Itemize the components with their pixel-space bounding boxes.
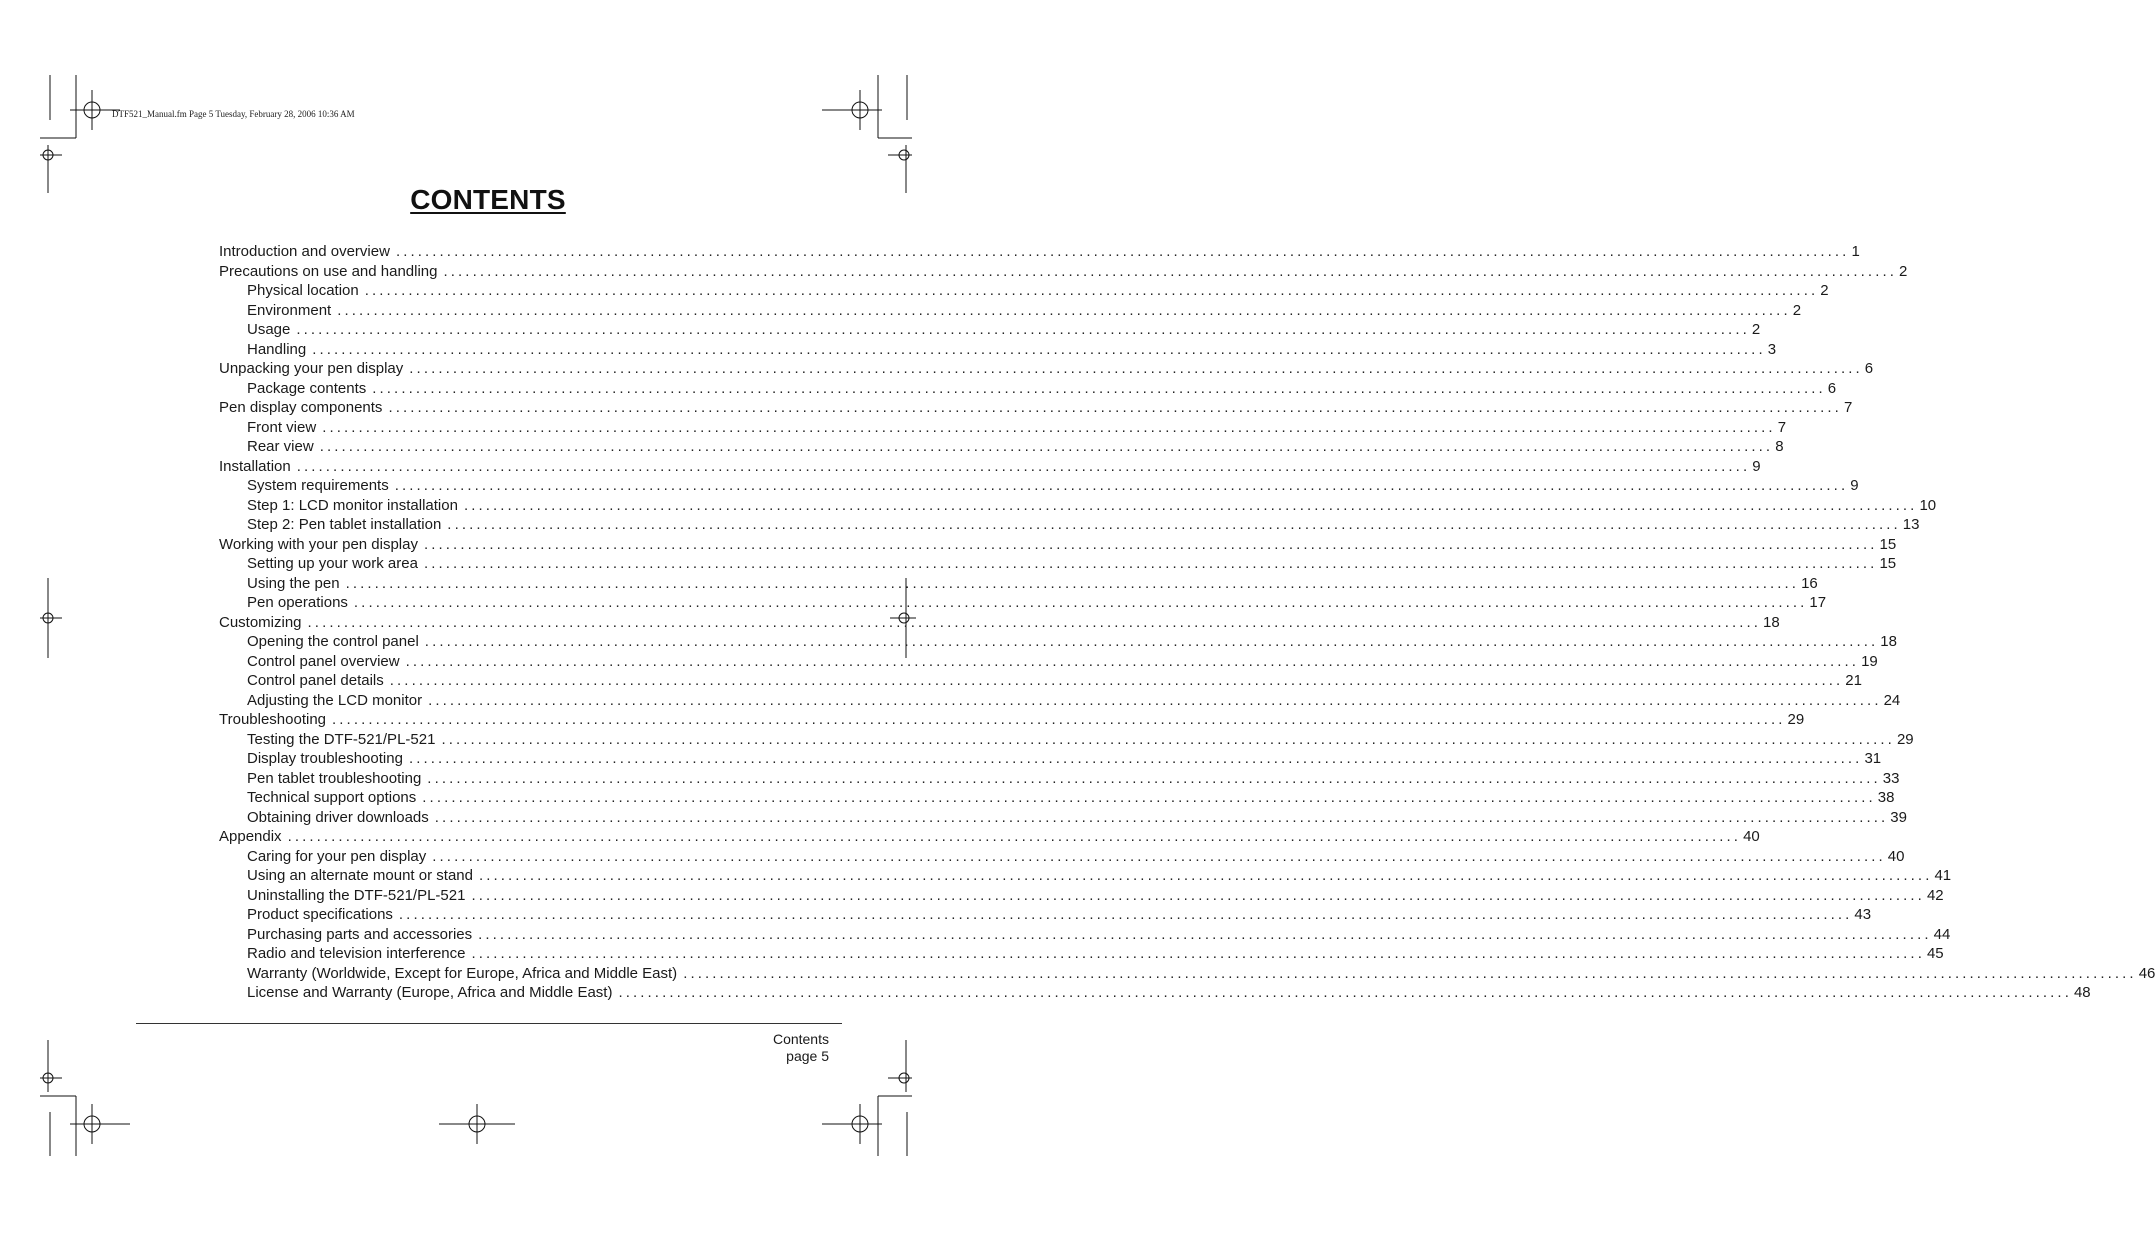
registration-mark-left-mid	[40, 578, 70, 658]
toc-entry-page: 40	[1887, 847, 1905, 865]
toc-dot-leader: ........................................................................................................................................................................................................	[312, 340, 1766, 358]
toc-entry[interactable]	[219, 438, 1784, 458]
toc-dot-leader: ........................................................................................................................................................................................................	[345, 574, 1800, 592]
toc-entry[interactable]	[219, 301, 1802, 322]
toc-entry-page: 17	[1809, 594, 1827, 611]
toc-dot-leader: ........................................................................................................................................................................................................	[296, 457, 1751, 475]
toc-entry-page: 38	[1877, 789, 1895, 806]
footer-section: Contents	[772, 1031, 829, 1047]
toc-entry[interactable]	[219, 360, 1874, 380]
toc-dot-leader: ........................................................................................................................................................................................................	[287, 828, 1742, 845]
crop-mark-top-left	[40, 75, 130, 195]
toc-entry[interactable]	[219, 867, 1952, 887]
toc-entry-title: Environment	[247, 301, 332, 319]
file-info-header: DTF521_Manual.fm Page 5 Tuesday, February 28, 2006 10:36 AM	[112, 109, 355, 119]
toc-dot-leader: ........................................................................................................................................................................................................	[364, 282, 1819, 299]
toc-entry[interactable]	[219, 906, 1872, 926]
toc-entry[interactable]	[219, 379, 1837, 400]
toc-entry-title: Precautions on use and handling	[219, 262, 438, 280]
toc-dot-leader: ........................................................................................................................................................................................................	[447, 516, 1901, 533]
toc-entry-page: 2	[1820, 282, 1829, 299]
toc-entry-page: 16	[1801, 574, 1818, 592]
toc-entry[interactable]	[219, 672, 1862, 692]
toc-entry-page: 7	[1843, 399, 1853, 416]
toc-dot-leader: ........................................................................................................................................................................................................	[471, 945, 1925, 962]
toc-entry[interactable]	[219, 886, 1944, 907]
toc-dot-leader: ........................................................................................................................................................................................................	[332, 711, 1786, 728]
toc-dot-leader: ........................................................................................................................................................................................................	[389, 672, 1844, 689]
toc-dot-leader: ........................................................................................................................................................................................................	[427, 769, 1881, 787]
toc-entry-page: 48	[2073, 984, 2091, 1001]
toc-entry-title: Front view	[247, 418, 317, 436]
toc-entry-page: 1	[1851, 243, 1860, 260]
toc-entry[interactable]	[219, 594, 1827, 614]
toc-entry-title: Usage	[247, 321, 291, 338]
toc-dot-leader: ........................................................................................................................................................................................................	[307, 613, 1762, 631]
toc-dot-leader: ........................................................................................................................................................................................................	[394, 477, 1849, 494]
toc-entry[interactable]	[219, 730, 1914, 751]
toc-entry-page: 18	[1880, 633, 1897, 650]
toc-entry-page: 6	[1827, 379, 1837, 397]
toc-entry-page: 33	[1882, 769, 1900, 787]
toc-entry-page: 9	[1752, 457, 1761, 475]
toc-entry-page: 2	[1751, 321, 1761, 338]
toc-dot-leader: ........................................................................................................................................................................................................	[322, 418, 1776, 436]
toc-entry-title: Unpacking your pen display	[219, 360, 404, 377]
toc-entry-title: Installation	[219, 457, 291, 475]
toc-entry-title: Caring for your pen display	[247, 847, 427, 865]
toc-entry-page: 13	[1902, 516, 1920, 533]
toc-entry-title: Using the pen	[247, 574, 340, 592]
crop-mark-top-right	[822, 75, 912, 195]
toc-entry[interactable]	[219, 555, 1897, 575]
page-title: CONTENTS	[410, 184, 566, 215]
toc-entry[interactable]	[219, 750, 1882, 770]
toc-entry-title: Setting up your work area	[247, 555, 418, 572]
toc-entry-title: Uninstalling the DTF-521/PL-521	[247, 886, 466, 904]
toc-entry-page: 31	[1864, 750, 1882, 767]
toc-entry-title: Control panel details	[247, 672, 384, 689]
toc-dot-leader: ........................................................................................................................................................................................................	[443, 262, 1897, 280]
toc-entry-title: Step 2: Pen tablet installation	[247, 516, 442, 533]
toc-entry[interactable]	[219, 574, 1818, 595]
toc-entry-page: 2	[1792, 301, 1802, 319]
toc-entry[interactable]	[219, 964, 2155, 985]
toc-entry-title: Pen display components	[219, 399, 383, 416]
toc-dot-leader: ........................................................................................................................................................................................................	[408, 750, 1863, 767]
toc-dot-leader: ........................................................................................................................................................................................................	[353, 594, 1808, 611]
toc-entry[interactable]	[219, 828, 1760, 848]
toc-entry-title: Control panel overview	[247, 652, 400, 670]
toc-entry-page: 8	[1775, 438, 1784, 455]
toc-dot-leader: ........................................................................................................................................................................................................	[405, 652, 1860, 670]
toc-entry-title: Radio and television interference	[247, 945, 466, 962]
toc-entry-page: 45	[1926, 945, 1944, 962]
toc-dot-leader: ........................................................................................................................................................................................................	[398, 906, 1853, 923]
toc-entry-title: Technical support options	[247, 789, 417, 806]
toc-entry[interactable]	[219, 282, 1829, 302]
footer-divider	[136, 1023, 842, 1024]
toc-entry-title: License and Warranty (Europe, Africa and Middle East)	[247, 984, 613, 1001]
toc-dot-leader: ........................................................................................................................................................................................................	[432, 847, 1886, 865]
toc-entry-title: Physical location	[247, 282, 359, 299]
footer-page-number: page 5	[786, 1048, 829, 1064]
toc-entry-title: Appendix	[219, 828, 282, 845]
toc-entry-page: 3	[1767, 340, 1777, 358]
toc-entry[interactable]	[219, 808, 1907, 829]
toc-entry-page: 19	[1861, 652, 1878, 670]
toc-entry[interactable]	[219, 535, 1897, 556]
toc-entry-title: Handling	[247, 340, 307, 358]
toc-entry-page: 46	[2138, 964, 2155, 982]
toc-entry-title: Step 1: LCD monitor installation	[247, 496, 458, 514]
toc-entry-title: Opening the control panel	[247, 633, 419, 650]
toc-entry[interactable]	[219, 321, 1761, 341]
toc-dot-leader: ........................................................................................................................................................................................................	[422, 789, 1876, 806]
toc-dot-leader: ........................................................................................................................................................................................................	[423, 555, 1878, 572]
toc-entry[interactable]	[219, 496, 1937, 517]
toc-dot-leader: ........................................................................................................................................................................................................	[463, 496, 1918, 514]
toc-entry-page: 18	[1763, 613, 1780, 631]
toc-entry-title: System requirements	[247, 477, 389, 494]
toc-entry[interactable]	[219, 243, 1860, 263]
toc-entry[interactable]	[219, 789, 1895, 809]
toc-entry[interactable]	[219, 925, 1951, 946]
toc-entry-title: Obtaining driver downloads	[247, 808, 429, 826]
toc-entry[interactable]	[219, 340, 1777, 361]
toc-entry[interactable]	[219, 477, 1859, 497]
table-of-contents	[219, 243, 2155, 1004]
toc-dot-leader: ........................................................................................................................................................................................................	[337, 301, 1791, 319]
toc-entry[interactable]	[219, 613, 1780, 634]
toc-entry-title: Warranty (Worldwide, Except for Europe, Africa and Middle East)	[247, 964, 678, 982]
toc-dot-leader: ........................................................................................................................................................................................................	[296, 321, 1750, 338]
toc-entry[interactable]	[219, 984, 2091, 1004]
toc-entry-page: 7	[1777, 418, 1787, 436]
toc-dot-leader: ........................................................................................................................................................................................................	[478, 925, 1932, 943]
toc-entry-title: Rear view	[247, 438, 314, 455]
toc-dot-leader: ........................................................................................................................................................................................................	[423, 535, 1878, 553]
toc-entry-page: 15	[1879, 555, 1897, 572]
toc-entry-title: Customizing	[219, 613, 302, 631]
toc-entry[interactable]	[219, 262, 1908, 283]
toc-entry-title: Purchasing parts and accessories	[247, 925, 473, 943]
toc-entry-page: 21	[1845, 672, 1862, 689]
toc-dot-leader: ........................................................................................................................................................................................................	[683, 964, 2137, 982]
toc-dot-leader: ........................................................................................................................................................................................................	[319, 438, 1774, 455]
toc-dot-leader: ........................................................................................................................................................................................................	[372, 379, 1826, 397]
toc-dot-leader: ........................................................................................................................................................................................................	[441, 730, 1895, 748]
toc-dot-leader: ........................................................................................................................................................................................................	[395, 243, 1850, 260]
toc-entry-title: Pen operations	[247, 594, 348, 611]
toc-entry-title: Troubleshooting	[219, 711, 327, 728]
toc-dot-leader: ........................................................................................................................................................................................................	[428, 691, 1882, 709]
toc-dot-leader: ........................................................................................................................................................................................................	[434, 808, 1889, 826]
crop-mark-bottom-right	[822, 1040, 912, 1160]
crop-mark-bottom-left	[40, 1040, 130, 1160]
toc-entry[interactable]	[219, 633, 1897, 653]
toc-dot-leader: ........................................................................................................................................................................................................	[424, 633, 1879, 650]
toc-entry-title: Pen tablet troubleshooting	[247, 769, 422, 787]
toc-entry-title: Adjusting the LCD monitor	[247, 691, 423, 709]
toc-entry-page: 9	[1850, 477, 1859, 494]
toc-entry-title: Working with your pen display	[219, 535, 418, 553]
toc-entry-title: Package contents	[247, 379, 367, 397]
toc-entry-page: 39	[1890, 808, 1907, 826]
toc-entry[interactable]	[219, 457, 1761, 478]
toc-entry-title: Display troubleshooting	[247, 750, 403, 767]
toc-entry[interactable]	[219, 945, 1944, 965]
toc-dot-leader: ........................................................................................................................................................................................................	[388, 399, 1842, 416]
toc-entry-page: 40	[1743, 828, 1760, 845]
toc-entry[interactable]	[219, 769, 1900, 790]
toc-entry-page: 2	[1899, 262, 1908, 280]
toc-entry-title: Using an alternate mount or stand	[247, 867, 473, 884]
toc-dot-leader: ........................................................................................................................................................................................................	[618, 984, 2072, 1001]
toc-dot-leader: ........................................................................................................................................................................................................	[478, 867, 1933, 884]
toc-entry-page: 10	[1919, 496, 1937, 514]
toc-entry-page: 44	[1933, 925, 1951, 943]
toc-entry-page: 6	[1864, 360, 1874, 377]
toc-entry[interactable]	[219, 399, 1853, 419]
toc-entry[interactable]	[219, 418, 1787, 439]
toc-entry-title: Product specifications	[247, 906, 393, 923]
toc-entry[interactable]	[219, 652, 1878, 673]
toc-entry-page: 29	[1896, 730, 1914, 748]
toc-entry[interactable]	[219, 691, 1901, 712]
toc-entry-page: 15	[1879, 535, 1897, 553]
toc-entry[interactable]	[219, 711, 1805, 731]
toc-entry-page: 43	[1854, 906, 1872, 923]
toc-entry[interactable]	[219, 847, 1905, 868]
toc-entry-title: Introduction and overview	[219, 243, 390, 260]
toc-entry-page: 29	[1787, 711, 1805, 728]
toc-entry-page: 42	[1926, 886, 1944, 904]
toc-dot-leader: ........................................................................................................................................................................................................	[471, 886, 1925, 904]
toc-entry-page: 41	[1934, 867, 1952, 884]
toc-entry[interactable]	[219, 516, 1920, 536]
registration-mark-bottom-center	[437, 1104, 517, 1144]
footer	[773, 1031, 829, 1065]
toc-entry-page: 24	[1883, 691, 1901, 709]
toc-dot-leader: ........................................................................................................................................................................................................	[409, 360, 1863, 377]
toc-entry-title: Testing the DTF-521/PL-521	[247, 730, 436, 748]
